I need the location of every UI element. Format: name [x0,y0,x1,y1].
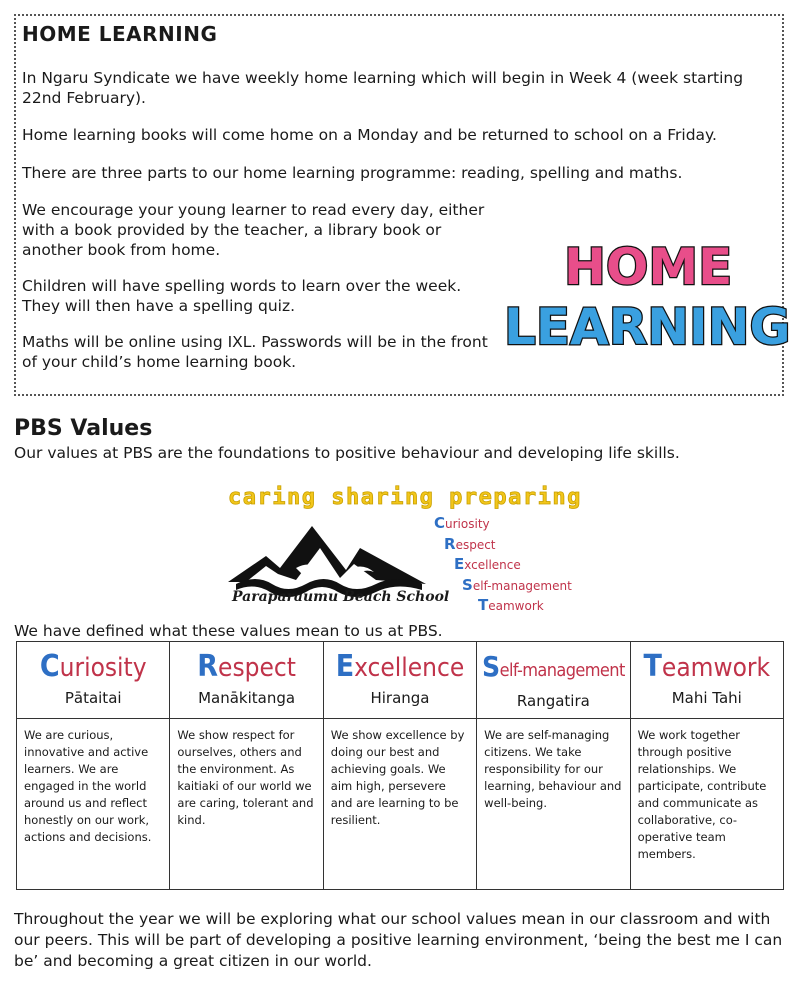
crest-value-teamwork: Teamwork [478,596,544,614]
value-maori-curiosity: Pātaitai [64,689,122,707]
crest-values-list [434,514,572,617]
home-learning-paragraph-6: Maths will be online using IXL. Passwords will be in the front of your child’s home learning book. [22,333,488,371]
value-desc-respect: We show respect for ourselves, others and the environment. As kaitiaki of our world we are caring, tolerant and kind. [170,719,323,890]
home-learning-paragraph-2: Home learning books will come home on a Monday and be returned to school on a Friday. [22,126,717,144]
value-header-self-management: Self-management Rangatira [477,642,630,719]
home-learning-paragraph-4: We encourage your young learner to read every day, either with a book provided by the teacher, a library book or another book from home. [22,201,485,259]
logo-line-2: LEARNING [504,298,791,356]
crest-value-respect: Respect [444,534,496,553]
pbs-tagline [228,478,588,512]
value-header-curiosity: Curiosity Pātaitai [17,642,170,719]
pbs-intro: Our values at PBS are the foundations to positive behaviour and developing life skills. [14,444,680,462]
crest-value-curiosity: Curiosity [434,514,490,532]
values-table [16,641,784,890]
value-header-teamwork: Teamwork Mahi Tahi [630,642,783,719]
closing-paragraph: Throughout the year we will be exploring what our school values mean in our classroom and with our peers. This will be part of developing a positive learning environment, ‘being the best me I can be’ and becoming a great citizen in our world. [14,910,783,970]
value-maori-respect: Manākitanga [198,689,296,707]
home-learning-title: HOME LEARNING [22,22,218,46]
home-learning-logo [500,232,791,362]
value-maori-self-management: Rangatira [516,692,590,710]
home-learning-paragraph-1: In Ngaru Syndicate we have weekly home learning which will begin in Week 4 (week starting 22nd February). [22,69,744,107]
pbs-values-title: PBS Values [14,416,153,441]
values-defined-heading: We have defined what these values mean to us at PBS. [14,622,443,640]
crest-value-excellence: Excellence [454,555,521,573]
value-header-respect: Respect Manākitanga [170,642,323,719]
value-desc-self-management: We are self-managing citizens. We take responsibility for our learning, behaviour and well-being. [477,719,630,890]
value-desc-curiosity: We are curious, innovative and active learners. We are engaged in the world around us and reflect honestly on our work, actions and decisions. [17,719,170,890]
home-learning-paragraph-5: Children will have spelling words to learn over the week. They will then have a spelling quiz. [22,277,462,315]
value-header-excellence: Excellence Hiranga [323,642,476,719]
crest-value-self-management: Self-management [462,575,572,594]
value-desc-teamwork: We work together through positive relationships. We participate, contribute and communicate as collaborative, co-operative team members. [630,719,783,890]
value-maori-teamwork: Mahi Tahi [671,689,742,707]
home-learning-paragraph-3: There are three parts to our home learning programme: reading, spelling and maths. [22,164,683,182]
value-desc-excellence: We show excellence by doing our best and achieving goals. We aim high, persevere and are learning to be resilient. [323,719,476,890]
school-name: Paraparaumu Beach School [232,589,450,605]
logo-line-1: HOME [564,238,733,296]
value-maori-excellence: Hiranga [370,689,430,707]
tagline-text: caring sharing preparing [228,485,582,510]
